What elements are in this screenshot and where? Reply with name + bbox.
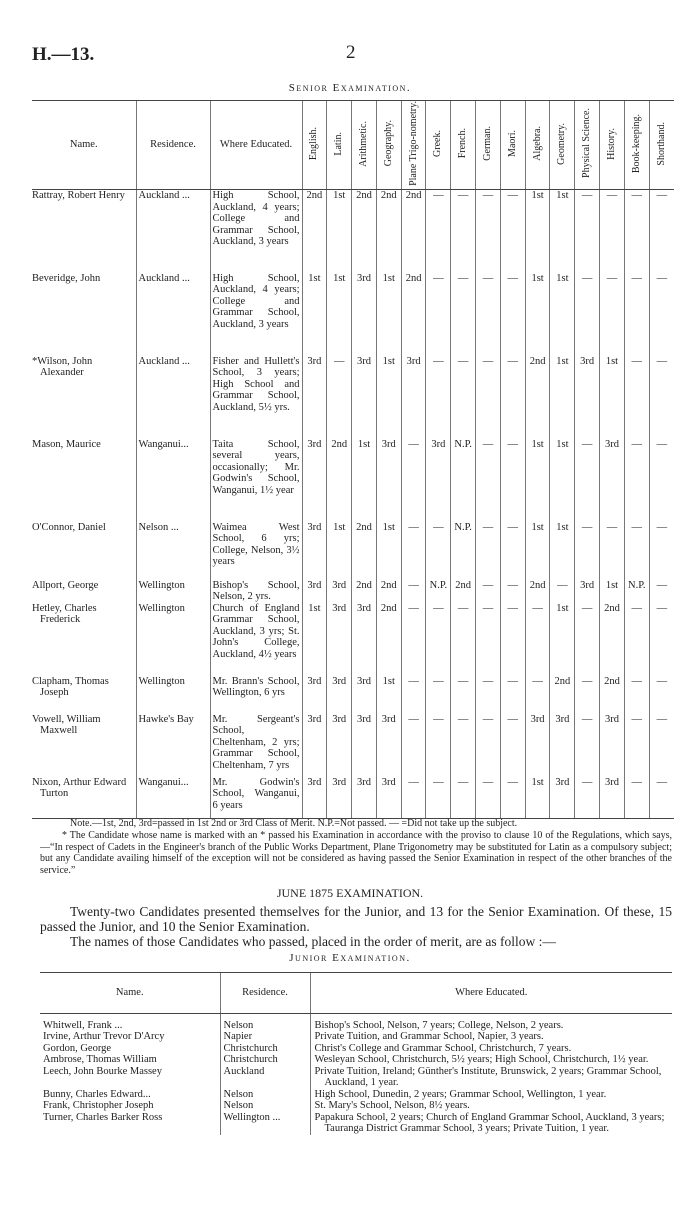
junior-name: Bunny, Charles Edward... bbox=[43, 1088, 151, 1100]
grade-cell: 1st bbox=[525, 439, 550, 522]
grade-cell: 1st bbox=[352, 439, 377, 522]
table-row bbox=[32, 273, 674, 356]
table-row bbox=[32, 714, 674, 777]
grade-cell: 2nd bbox=[302, 190, 327, 273]
grade-cell: 2nd bbox=[550, 676, 575, 714]
grade-cell: — bbox=[575, 676, 600, 714]
grade-cell: 3rd bbox=[401, 356, 426, 439]
junior-residence: Nelson bbox=[220, 1089, 310, 1101]
junior-residence: Christchurch bbox=[220, 1054, 310, 1066]
grade-cell: 2nd bbox=[376, 580, 401, 603]
grade-cell: — bbox=[624, 676, 649, 714]
grade-cell: — bbox=[426, 777, 451, 819]
senior-col-residence: Residence. bbox=[136, 101, 210, 190]
grade-cell: — bbox=[575, 714, 600, 777]
grade-cell: — bbox=[327, 356, 352, 439]
subject-label: Book-keeping. bbox=[630, 113, 642, 174]
grade-cell: — bbox=[500, 190, 525, 273]
candidate-name: *Wilson, John Alexander bbox=[32, 355, 93, 379]
senior-col-educated: Where Educated. bbox=[210, 101, 302, 190]
senior-header-row bbox=[32, 101, 674, 190]
grade-cell: 2nd bbox=[352, 522, 377, 580]
candidate-education: High School, Auckland, 4 years; College and Grammar School, Auckland, 3 years bbox=[210, 273, 302, 356]
grade-cell: — bbox=[649, 714, 674, 777]
grade-cell: 3rd bbox=[575, 356, 600, 439]
table-row bbox=[32, 439, 674, 522]
junior-education: St. Mary's School, Nelson, 8½ years. bbox=[310, 1100, 672, 1112]
grade-cell: 3rd bbox=[600, 439, 625, 522]
grade-cell: 1st bbox=[550, 190, 575, 273]
grade-cell: — bbox=[575, 190, 600, 273]
grade-cell: 3rd bbox=[302, 714, 327, 777]
grade-cell: 1st bbox=[550, 522, 575, 580]
grade-cell: — bbox=[624, 439, 649, 522]
june-exam-title: JUNE 1875 EXAMINATION. bbox=[276, 886, 424, 900]
grade-cell: — bbox=[649, 522, 674, 580]
grade-cell: — bbox=[575, 777, 600, 819]
junior-body bbox=[40, 1014, 672, 1135]
grade-cell: — bbox=[426, 714, 451, 777]
grade-cell: 3rd bbox=[302, 356, 327, 439]
grade-cell: 3rd bbox=[302, 777, 327, 819]
grade-cell: 1st bbox=[600, 580, 625, 603]
grade-cell: 3rd bbox=[352, 777, 377, 819]
grade-cell: 3rd bbox=[600, 777, 625, 819]
grade-cell: — bbox=[649, 580, 674, 603]
grade-cell: — bbox=[401, 676, 426, 714]
grade-cell: — bbox=[401, 580, 426, 603]
grade-cell: — bbox=[624, 522, 649, 580]
grade-cell: — bbox=[649, 190, 674, 273]
junior-education: Private Tuition, and Grammar School, Napier, 3 years. bbox=[310, 1031, 672, 1043]
candidate-residence: Wellington bbox=[136, 603, 210, 676]
grade-cell: — bbox=[476, 273, 501, 356]
grade-cell: N.P. bbox=[426, 580, 451, 603]
grade-cell: 2nd bbox=[376, 603, 401, 676]
grade-cell: — bbox=[476, 522, 501, 580]
grade-cell: — bbox=[426, 273, 451, 356]
junior-col-residence: Residence. bbox=[220, 973, 310, 1014]
subject-header bbox=[649, 101, 674, 190]
grade-cell: 2nd bbox=[352, 580, 377, 603]
table-row bbox=[40, 1054, 672, 1066]
grade-cell: — bbox=[624, 273, 649, 356]
grade-cell: 3rd bbox=[302, 522, 327, 580]
grade-cell: — bbox=[649, 439, 674, 522]
grade-cell: 3rd bbox=[327, 676, 352, 714]
table-row bbox=[32, 356, 674, 439]
table-row bbox=[32, 603, 674, 676]
junior-exam-table bbox=[40, 972, 672, 1135]
grade-cell: — bbox=[500, 580, 525, 603]
subject-label: Algebra. bbox=[531, 126, 543, 161]
candidate-name: O'Connor, Daniel bbox=[32, 521, 106, 533]
grade-cell: — bbox=[451, 273, 476, 356]
grade-cell: 3rd bbox=[352, 356, 377, 439]
subject-header bbox=[550, 101, 575, 190]
candidate-education: Mr. Brann's School, Wellington, 6 yrs bbox=[210, 676, 302, 714]
candidate-education: High School, Auckland, 4 years; College and Grammar School, Auckland, 3 years bbox=[210, 190, 302, 273]
candidate-education: Fisher and Hullett's School, 3 years; High School and Grammar School, Auckland, 5½ yrs. bbox=[210, 356, 302, 439]
junior-education: Bishop's School, Nelson, 7 years; College, Nelson, 2 years. bbox=[310, 1020, 672, 1032]
grade-cell: 2nd bbox=[525, 580, 550, 603]
junior-name: Whitwell, Frank ... bbox=[43, 1019, 123, 1031]
grade-cell: 1st bbox=[550, 356, 575, 439]
junior-residence: Christchurch bbox=[220, 1043, 310, 1055]
grade-cell: 1st bbox=[600, 356, 625, 439]
junior-residence: Nelson bbox=[220, 1020, 310, 1032]
candidate-residence: Wanganui... bbox=[136, 439, 210, 522]
subject-header bbox=[401, 101, 426, 190]
grade-cell: 3rd bbox=[575, 580, 600, 603]
subject-label: Latin. bbox=[333, 131, 345, 156]
junior-name: Ambrose, Thomas William bbox=[43, 1054, 157, 1065]
junior-name: Irvine, Arthur Trevor D'Arcy bbox=[43, 1031, 165, 1042]
subject-label: French. bbox=[457, 128, 469, 159]
table-row bbox=[40, 1089, 672, 1101]
table-row bbox=[32, 580, 674, 603]
grade-cell: 1st bbox=[525, 273, 550, 356]
grade-cell: 3rd bbox=[376, 777, 401, 819]
grade-cell: 3rd bbox=[600, 714, 625, 777]
grade-cell: — bbox=[649, 273, 674, 356]
grade-cell: — bbox=[451, 676, 476, 714]
grade-cell: 3rd bbox=[327, 777, 352, 819]
table-row bbox=[40, 1043, 672, 1055]
table-row bbox=[32, 777, 674, 819]
junior-name: Turner, Charles Barker Ross bbox=[43, 1111, 163, 1123]
grade-cell: — bbox=[500, 777, 525, 819]
grade-cell: — bbox=[500, 603, 525, 676]
candidate-education: Waimea West School, 6 yrs; College, Nelson, 3½ years bbox=[210, 522, 302, 580]
junior-name: Frank, Christopher Joseph bbox=[43, 1100, 154, 1111]
candidate-education: Church of England Grammar School, Auckland, 3 yrs; St. John's College, Auckland, 4½ years bbox=[210, 603, 302, 676]
junior-education: Papakura School, 2 years; Church of England Grammar School, Auckland, 3 years; Tauranga District Grammar School, 3 years; Private Tuition, 1 year. bbox=[310, 1112, 672, 1135]
grade-cell: 2nd bbox=[600, 603, 625, 676]
grade-cell: — bbox=[451, 714, 476, 777]
grade-cell: — bbox=[575, 439, 600, 522]
grade-cell: — bbox=[426, 603, 451, 676]
grade-cell: — bbox=[476, 714, 501, 777]
candidate-residence: Nelson ... bbox=[136, 522, 210, 580]
grade-cell: N.P. bbox=[451, 522, 476, 580]
subject-label: Geography. bbox=[382, 120, 394, 167]
grade-cell: — bbox=[451, 356, 476, 439]
candidate-name: Rattray, Robert Henry bbox=[32, 190, 125, 202]
grade-cell: 2nd bbox=[401, 273, 426, 356]
grade-cell: 1st bbox=[302, 273, 327, 356]
grade-cell: 3rd bbox=[327, 714, 352, 777]
grade-cell: 2nd bbox=[401, 190, 426, 273]
summary-paragraph: Twenty-two Candidates presented themselves for the Junior, and 13 for the Senior Examination. Of these, 15 passed the Junior, and 10 the Senior Examination. bbox=[40, 904, 672, 934]
grade-cell: 1st bbox=[327, 190, 352, 273]
grade-cell: — bbox=[525, 603, 550, 676]
grade-cell: — bbox=[624, 777, 649, 819]
grade-cell: — bbox=[476, 603, 501, 676]
subject-label: Arithmetic. bbox=[357, 120, 369, 167]
grade-cell: 3rd bbox=[525, 714, 550, 777]
candidate-residence: Wellington bbox=[136, 676, 210, 714]
junior-residence: Wellington ... bbox=[220, 1112, 310, 1135]
subject-header bbox=[451, 101, 476, 190]
grade-cell: — bbox=[649, 356, 674, 439]
table-row bbox=[40, 1100, 672, 1112]
subject-header bbox=[575, 101, 600, 190]
senior-body bbox=[32, 190, 674, 819]
grade-cell: 1st bbox=[327, 273, 352, 356]
grade-cell: 1st bbox=[525, 522, 550, 580]
grade-cell: — bbox=[500, 522, 525, 580]
candidate-residence: Auckland ... bbox=[136, 190, 210, 273]
subject-label: English. bbox=[308, 126, 320, 160]
grade-cell: — bbox=[575, 603, 600, 676]
junior-col-educated: Where Educated. bbox=[310, 973, 672, 1014]
grade-cell: — bbox=[500, 273, 525, 356]
table-row bbox=[40, 1112, 672, 1135]
grade-cell: N.P. bbox=[451, 439, 476, 522]
table-row bbox=[32, 522, 674, 580]
table-row bbox=[40, 1031, 672, 1043]
subject-header bbox=[500, 101, 525, 190]
candidate-name: Beveridge, John bbox=[32, 272, 101, 284]
grade-cell: — bbox=[426, 676, 451, 714]
grade-cell: — bbox=[600, 522, 625, 580]
grade-cell: 3rd bbox=[376, 714, 401, 777]
grade-cell: 3rd bbox=[426, 439, 451, 522]
candidate-education: Bishop's School, Nelson, 2 yrs. bbox=[210, 580, 302, 603]
grade-cell: 1st bbox=[376, 676, 401, 714]
grade-cell: — bbox=[649, 603, 674, 676]
candidate-residence: Auckland ... bbox=[136, 356, 210, 439]
grade-cell: 1st bbox=[525, 777, 550, 819]
note-footnote: * The Candidate whose name is marked with an * passed his Examination in accordance with the proviso to clause 10 of the Regulations, which says,—“In respect of Cadets in the Engineer's branch of the Public Works Department, Plane Trigonometry may be substituted for Latin as a compulsory subject; but any Candidate availing himself of the exception will not be considered as having passed the Senior Examination in respect of the other branches of the service.” bbox=[40, 830, 672, 876]
grade-cell: 3rd bbox=[327, 603, 352, 676]
subject-label: Geometry. bbox=[556, 122, 568, 165]
junior-residence: Nelson bbox=[220, 1100, 310, 1112]
junior-exam-title: Junior Examination. bbox=[289, 952, 411, 964]
grade-cell: 3rd bbox=[550, 714, 575, 777]
subject-label: Maori. bbox=[506, 129, 518, 157]
grade-cell: 3rd bbox=[376, 439, 401, 522]
grade-cell: — bbox=[476, 676, 501, 714]
junior-education: Private Tuition, Ireland; Günther's Institute, Brunswick, 2 years; Grammar School, Auckland, 1 year. bbox=[310, 1066, 672, 1089]
grade-cell: — bbox=[401, 777, 426, 819]
grade-cell: — bbox=[575, 273, 600, 356]
candidate-education: Mr. Godwin's School, Wanganui, 6 years bbox=[210, 777, 302, 819]
junior-residence: Napier bbox=[220, 1031, 310, 1043]
grade-cell: — bbox=[451, 190, 476, 273]
grade-cell: — bbox=[476, 190, 501, 273]
senior-exam-table bbox=[32, 100, 674, 819]
grade-cell: — bbox=[476, 580, 501, 603]
junior-residence: Auckland bbox=[220, 1066, 310, 1089]
candidate-residence: Wanganui... bbox=[136, 777, 210, 819]
grade-cell: — bbox=[600, 190, 625, 273]
grade-cell: — bbox=[476, 439, 501, 522]
grade-cell: 3rd bbox=[302, 439, 327, 522]
candidate-name: Vowell, William Maxwell bbox=[32, 713, 101, 737]
grade-cell: 2nd bbox=[327, 439, 352, 522]
grade-cell: 3rd bbox=[327, 580, 352, 603]
grade-cell: N.P. bbox=[624, 580, 649, 603]
grade-cell: 3rd bbox=[352, 676, 377, 714]
subject-label: Physical Science. bbox=[581, 108, 593, 179]
grade-cell: 2nd bbox=[352, 190, 377, 273]
grade-cell: — bbox=[649, 777, 674, 819]
candidate-name: Hetley, Charles Frederick bbox=[32, 602, 97, 626]
candidate-residence: Hawke's Bay bbox=[136, 714, 210, 777]
grade-cell: 1st bbox=[550, 273, 575, 356]
grade-cell: 3rd bbox=[302, 580, 327, 603]
grade-cell: 2nd bbox=[451, 580, 476, 603]
senior-exam-title: Senior Examination. bbox=[288, 82, 412, 94]
junior-education: High School, Dunedin, 2 years; Grammar School, Wellington, 1 year. bbox=[310, 1089, 672, 1101]
order-paragraph: The names of those Candidates who passed, placed in the order of merit, are as follow :— bbox=[70, 934, 556, 949]
junior-education: Wesleyan School, Christchurch, 5½ years; High School, Christchurch, 1½ year. bbox=[310, 1054, 672, 1066]
table-row bbox=[32, 190, 674, 273]
note-legend: Note.—1st, 2nd, 3rd=passed in 1st 2nd or 3rd Class of Merit. N.P.=Not passed. — =Did not take up the subject. bbox=[70, 818, 518, 829]
grade-cell: — bbox=[550, 580, 575, 603]
candidate-name: Mason, Maurice bbox=[32, 438, 101, 450]
candidate-education: Mr. Sergeant's School, Cheltenham, 2 yrs; Grammar School, Cheltenham, 7 yrs bbox=[210, 714, 302, 777]
grade-cell: 1st bbox=[327, 522, 352, 580]
grade-cell: 1st bbox=[376, 273, 401, 356]
grade-cell: — bbox=[500, 714, 525, 777]
subject-header bbox=[600, 101, 625, 190]
grade-cell: — bbox=[476, 356, 501, 439]
subject-label: History. bbox=[605, 127, 617, 160]
grade-cell: 1st bbox=[376, 522, 401, 580]
junior-name: Gordon, George bbox=[43, 1042, 112, 1054]
subject-header bbox=[426, 101, 451, 190]
report-code: H.—13. bbox=[32, 44, 95, 65]
grade-cell: 2nd bbox=[600, 676, 625, 714]
subject-label: Shorthand. bbox=[655, 121, 667, 166]
page-number: 2 bbox=[346, 42, 356, 63]
grade-cell: 1st bbox=[525, 190, 550, 273]
grade-cell: 3rd bbox=[550, 777, 575, 819]
subject-header bbox=[624, 101, 649, 190]
grade-cell: 1st bbox=[376, 356, 401, 439]
table-row bbox=[40, 1020, 672, 1032]
grade-cell: 1st bbox=[302, 603, 327, 676]
grade-cell: 3rd bbox=[302, 676, 327, 714]
senior-col-name: Name. bbox=[32, 101, 136, 190]
grade-cell: — bbox=[649, 676, 674, 714]
subject-header bbox=[327, 101, 352, 190]
grade-cell: — bbox=[624, 603, 649, 676]
subject-header bbox=[476, 101, 501, 190]
junior-header-row bbox=[40, 973, 672, 1014]
grade-cell: — bbox=[500, 676, 525, 714]
grade-cell: — bbox=[500, 439, 525, 522]
subject-header bbox=[302, 101, 327, 190]
grade-cell: — bbox=[401, 603, 426, 676]
candidate-name: Nixon, Arthur Edward Turton bbox=[32, 777, 136, 819]
junior-col-name: Name. bbox=[40, 973, 220, 1014]
grade-cell: — bbox=[624, 356, 649, 439]
grade-cell: — bbox=[451, 777, 476, 819]
grade-cell: — bbox=[401, 439, 426, 522]
table-row bbox=[32, 676, 674, 714]
junior-education: Christ's College and Grammar School, Christchurch, 7 years. bbox=[310, 1043, 672, 1055]
grade-cell: 3rd bbox=[352, 603, 377, 676]
table-row bbox=[40, 1066, 672, 1089]
subject-label: Greek. bbox=[432, 129, 444, 157]
grade-cell: — bbox=[401, 714, 426, 777]
subject-label: German. bbox=[481, 126, 493, 161]
grade-cell: 2nd bbox=[376, 190, 401, 273]
grade-cell: — bbox=[624, 190, 649, 273]
grade-cell: — bbox=[525, 676, 550, 714]
grade-cell: 3rd bbox=[352, 714, 377, 777]
grade-cell: — bbox=[624, 714, 649, 777]
grade-cell: — bbox=[426, 356, 451, 439]
candidate-residence: Wellington bbox=[136, 580, 210, 603]
subject-label: Plane Trigo-nometry. bbox=[407, 101, 419, 186]
grade-cell: — bbox=[476, 777, 501, 819]
grade-cell: 2nd bbox=[525, 356, 550, 439]
grade-cell: — bbox=[401, 522, 426, 580]
grade-cell: 3rd bbox=[352, 273, 377, 356]
grade-cell: — bbox=[426, 190, 451, 273]
grade-cell: — bbox=[500, 356, 525, 439]
grade-cell: — bbox=[426, 522, 451, 580]
grade-cell: — bbox=[451, 603, 476, 676]
junior-name: Leech, John Bourke Massey bbox=[43, 1065, 162, 1077]
grade-cell: 1st bbox=[550, 439, 575, 522]
candidate-education: Taita School, several years, occasionally; Mr. Godwin's School, Wanganui, 1½ year bbox=[210, 439, 302, 522]
candidate-name: Clapham, Thomas Joseph bbox=[32, 675, 109, 699]
candidate-residence: Auckland ... bbox=[136, 273, 210, 356]
subject-header bbox=[376, 101, 401, 190]
candidate-name: Allport, George bbox=[32, 579, 99, 591]
subject-header bbox=[525, 101, 550, 190]
grade-cell: — bbox=[600, 273, 625, 356]
subject-header bbox=[352, 101, 377, 190]
grade-cell: 1st bbox=[550, 603, 575, 676]
grade-cell: — bbox=[575, 522, 600, 580]
